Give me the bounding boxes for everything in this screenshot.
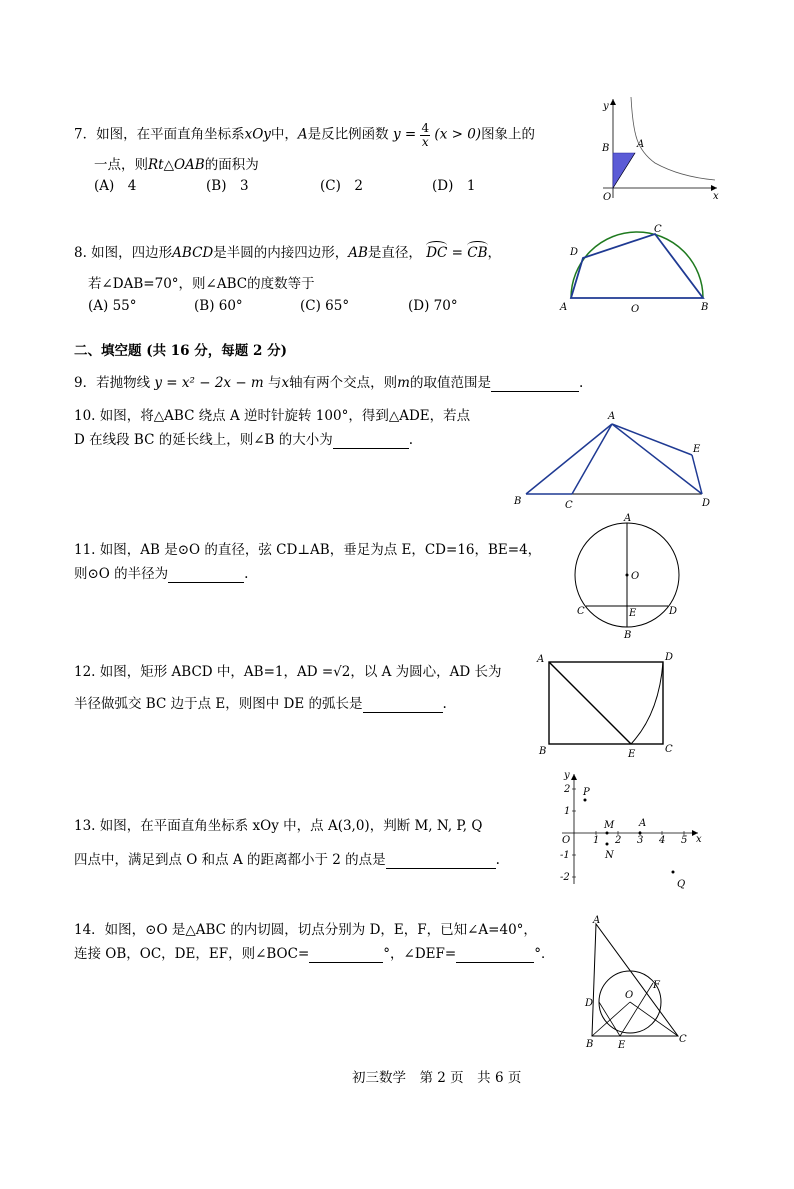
- q8-option-c: (C) 65°: [300, 298, 350, 314]
- q10-figure: [512, 412, 717, 512]
- svg-text:Q: Q: [677, 879, 686, 890]
- q8-option-a: (A) 55°: [88, 298, 137, 314]
- q13-point-n: [606, 843, 609, 846]
- q14-line2: 连接 OB，OC，DE，EF，则∠BOC= °，∠DEF= °．: [74, 946, 555, 962]
- svg-text:B: B: [586, 1039, 594, 1050]
- q9-answer-blank[interactable]: [491, 375, 579, 392]
- svg-text:2: 2: [564, 784, 571, 795]
- q8-option-b: (B) 60°: [194, 298, 243, 314]
- q13-figure: [558, 770, 708, 890]
- svg-text:2: 2: [615, 835, 622, 846]
- q8-option-d: (D) 70°: [408, 298, 458, 314]
- svg-text:4: 4: [659, 835, 666, 846]
- svg-text:C: C: [577, 606, 585, 617]
- svg-text:O: O: [631, 304, 640, 315]
- svg-text:N: N: [605, 850, 614, 861]
- svg-text:-2: -2: [560, 872, 570, 883]
- svg-text:B: B: [701, 302, 709, 313]
- q12-line1: 12. 如图，矩形 ABCD 中，AB=1，AD =√2，以 A 为圆心，AD 长为: [74, 664, 502, 680]
- svg-text:D: D: [585, 998, 594, 1009]
- q8-quadrilateral: [571, 234, 703, 298]
- q7-option-c: (C) 2: [320, 178, 363, 194]
- svg-text:y: y: [603, 101, 609, 112]
- svg-text:1: 1: [593, 835, 600, 846]
- q13-point-q: [672, 871, 675, 874]
- svg-text:3: 3: [637, 835, 644, 846]
- svg-text:F: F: [653, 980, 660, 991]
- svg-text:x: x: [713, 191, 719, 202]
- svg-text:C: C: [654, 224, 662, 235]
- q10-line2: D 在线段 BC 的延长线上，则∠B 的大小为 .: [74, 432, 414, 448]
- svg-text:E: E: [628, 749, 636, 760]
- q7-line1: 7．如图，在平面直角坐标系xOy中，A是反比例函数 y = $\frac{4}{x}$ (x > 0)图象上的: [74, 121, 536, 149]
- svg-text:A: A: [624, 513, 632, 524]
- q11-line2: 则⊙O 的半径为 .: [74, 566, 249, 582]
- q8-line2: 若∠DAB=70°，则∠ABC的度数等于: [88, 276, 315, 292]
- svg-text:O: O: [625, 990, 634, 1001]
- svg-text:A: A: [637, 139, 645, 150]
- svg-text:E: E: [693, 444, 701, 455]
- svg-text:A: A: [639, 818, 647, 829]
- svg-text:A: A: [560, 302, 568, 313]
- q13-line2: 四点中，满足到点 O 和点 A 的距离都小于 2 的点是 .: [74, 852, 500, 868]
- svg-text:C: C: [665, 744, 673, 755]
- q11-line1: 11. 如图，AB 是⊙O 的直径，弦 CD⊥AB，垂足为点 E，CD=16，BE=4，: [74, 542, 542, 558]
- q7-option-d: (D) 1: [432, 178, 476, 194]
- svg-text:A: A: [608, 411, 616, 422]
- svg-text:C: C: [565, 500, 573, 511]
- svg-text:O: O: [631, 571, 640, 582]
- svg-text:E: E: [629, 608, 637, 619]
- svg-text:D: D: [702, 498, 711, 509]
- q7-fraction: $\frac{4}{x}$: [421, 121, 430, 149]
- svg-text:D: D: [669, 606, 678, 617]
- svg-text:5: 5: [681, 835, 688, 846]
- svg-text:x: x: [696, 834, 702, 845]
- q12-figure: [535, 650, 685, 762]
- q8-line1: 8. 如图，四边形ABCD是半圆的内接四边形，AB是直径， DC = CB，: [74, 245, 502, 261]
- svg-text:D: D: [570, 247, 579, 258]
- svg-text:C: C: [679, 1034, 687, 1045]
- svg-text:A: A: [537, 654, 545, 665]
- svg-text:1: 1: [564, 806, 571, 817]
- q9-line: 9．若抛物线 y = x² − 2x − m 与x轴有两个交点，则m的取值范围是 .: [74, 375, 584, 391]
- svg-text:B: B: [602, 143, 610, 154]
- q11-answer-blank[interactable]: [168, 566, 244, 583]
- q14-answer-blank-1[interactable]: [309, 946, 383, 963]
- svg-text:y: y: [564, 770, 570, 781]
- svg-text:D: D: [665, 652, 674, 663]
- q7-option-a: (A) 4: [94, 178, 137, 194]
- q12-answer-blank[interactable]: [363, 696, 443, 713]
- svg-text:O: O: [603, 192, 612, 203]
- svg-text:A: A: [593, 915, 601, 926]
- svg-text:M: M: [604, 820, 615, 831]
- svg-text:B: B: [539, 746, 547, 757]
- q10-line1: 10. 如图，将△ABC 绕点 A 逆时针旋转 100°，得到△ADE，若点: [74, 408, 471, 424]
- q7-figure: [595, 95, 725, 205]
- svg-text:B: B: [514, 496, 522, 507]
- q13-line1: 13. 如图，在平面直角坐标系 xOy 中，点 A(3,0)，判断 M, N, P, Q: [74, 818, 483, 834]
- svg-text:E: E: [618, 1040, 626, 1051]
- q13-point-m: [606, 832, 609, 835]
- svg-text:P: P: [583, 787, 590, 798]
- q7-line2: 一点，则Rt△OAB的面积为: [94, 157, 259, 173]
- svg-text:-1: -1: [560, 850, 570, 861]
- q13-point-p: [584, 799, 587, 802]
- q7-option-b: (B) 3: [206, 178, 249, 194]
- q14-line1: 14．如图，⊙O 是△ABC 的内切圆，切点分别为 D，E，F，已知∠A=40°，: [74, 922, 537, 938]
- svg-text:O: O: [562, 835, 571, 846]
- svg-text:B: B: [624, 630, 632, 641]
- page-footer: 初三数学 第 2 页 共 6 页: [352, 1070, 522, 1086]
- q14-answer-blank-2[interactable]: [456, 946, 534, 963]
- q13-answer-blank[interactable]: [386, 852, 496, 869]
- q10-answer-blank[interactable]: [333, 432, 409, 449]
- q8-figure: [555, 222, 720, 317]
- q13-point-a: [639, 832, 642, 835]
- q14-figure: [582, 915, 692, 1051]
- section-title: 二、填空题 (共 16 分，每题 2 分): [74, 343, 287, 359]
- q11-figure: [570, 512, 690, 640]
- q12-line2: 半径做弧交 BC 边于点 E，则图中 DE 的弧长是 .: [74, 696, 447, 712]
